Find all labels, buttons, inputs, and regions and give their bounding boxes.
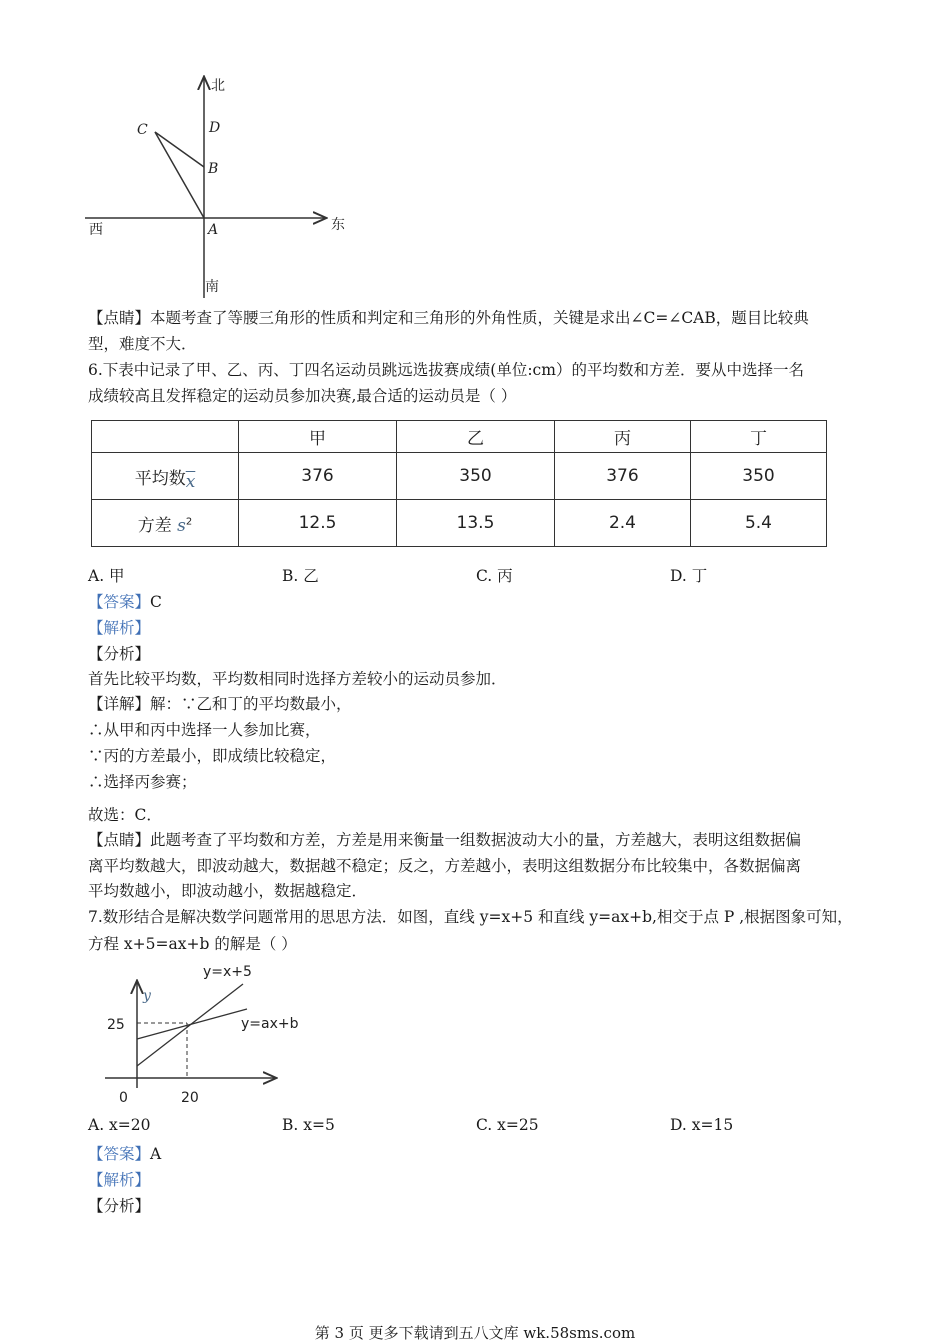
q6-answer: [88, 592, 162, 612]
q6-detail-3: ∵丙的方差最小，即成绩比较稳定，: [88, 747, 337, 765]
table-header-yi: 乙: [396, 421, 554, 453]
label-origin: 0: [119, 1090, 128, 1106]
q7-analysis-tag: 【解析】: [88, 1171, 151, 1189]
table-header-bing: 丙: [554, 421, 690, 453]
label-point-d: D: [209, 120, 221, 136]
q6-answer-tag: 【答案】: [88, 593, 151, 611]
variance-ding: 5.4: [690, 500, 826, 547]
label-point-a: A: [208, 222, 219, 238]
label-y-x-plus-5: y=x+5: [203, 964, 252, 980]
mean-jia: 376: [239, 453, 397, 500]
label-north: 北: [211, 78, 225, 94]
table-header-jia: 甲: [239, 421, 397, 453]
label-west: 西: [89, 222, 103, 238]
q7-stem-line2: 方程 x+5=ax+b 的解是（ ）: [88, 935, 297, 953]
q7-option-b[interactable]: B. x=5: [282, 1116, 335, 1134]
q6-comment-1: 【点睛】此题考查了平均数和方差，方差是用来衡量一组数据波动大小的量，方差越大，表明这组数据偏: [88, 831, 802, 849]
q6-answer-value: C: [150, 593, 162, 611]
variance-bing: 2.4: [554, 500, 690, 547]
triangle-abc: [155, 132, 204, 218]
label-east: 东: [331, 217, 345, 233]
q6-comment-2: 离平均数越大，即波动越大，数据越不稳定；反之，方差越小，表明这组数据分布比较集中，各数据偏离: [88, 857, 802, 875]
q7-option-c[interactable]: C. x=25: [476, 1116, 539, 1134]
mean-bing: 376: [554, 453, 690, 500]
q5-comment-line1: 【点睛】本题考查了等腰三角形的性质和判定和三角形的外角性质，关键是求出∠C=∠CAB，题目比较典: [88, 309, 809, 327]
mean-yi: 350: [396, 453, 554, 500]
mean-label-cell: [92, 453, 239, 500]
q6-analysis-tag: 【解析】: [88, 619, 151, 637]
q6-detail-1: 【详解】解：∵乙和丁的平均数最小，: [88, 695, 352, 713]
label-y-tick-25: 25: [107, 1017, 125, 1033]
q6-score-table: [91, 420, 827, 547]
mean-ding: 350: [690, 453, 826, 500]
table-header-row: [92, 421, 827, 453]
q7-fenxi-tag: 【分析】: [88, 1197, 151, 1215]
q7-answer: [88, 1144, 161, 1164]
variance-sup: 2: [185, 515, 193, 527]
label-y-ax-plus-b: y=ax+b: [241, 1016, 299, 1032]
q7-option-a[interactable]: A. x=20: [88, 1116, 151, 1134]
label-point-b: B: [208, 161, 219, 177]
table-row-mean: [92, 453, 827, 500]
mean-label: 平均数: [134, 468, 186, 489]
q6-detail-4: ∴选择丙参赛；: [88, 773, 197, 791]
q7-graph: [95, 962, 315, 1112]
q7-option-d[interactable]: D. x=15: [670, 1116, 734, 1134]
q6-fenxi-tag: 【分析】: [88, 645, 151, 663]
label-y-axis: y: [143, 988, 151, 1004]
q6-stem-line1: 6.下表中记录了甲、乙、丙、丁四名运动员跳远选拔赛成绩(单位:cm）的平均数和方差．要从中选择一名: [88, 361, 804, 379]
q7-answer-tag: 【答案】: [88, 1145, 151, 1163]
q6-option-a[interactable]: A. 甲: [88, 567, 125, 585]
page-footer: 第 3 页 更多下载请到五八文库 wk.58sms.com: [314, 1324, 636, 1342]
q6-option-c[interactable]: C. 丙: [476, 567, 513, 585]
variance-label-cell: [92, 500, 239, 547]
variance-symbol: s: [177, 515, 186, 536]
table-row-variance: [92, 500, 827, 547]
label-south: 南: [205, 279, 219, 295]
variance-jia: 12.5: [239, 500, 397, 547]
q7-answer-value: A: [150, 1145, 162, 1163]
mean-symbol: $\overline{x}$: [185, 471, 196, 492]
q6-detail-2: ∴从甲和丙中选择一人参加比赛，: [88, 721, 321, 739]
label-x-tick-20: 20: [181, 1090, 199, 1106]
q5-comment-line2: 型，难度不大．: [88, 335, 197, 353]
table-header-ding: 丁: [690, 421, 826, 453]
q6-fenxi-text: 首先比较平均数，平均数相同时选择方差较小的运动员参加．: [88, 670, 507, 688]
label-point-c: C: [137, 122, 148, 138]
q6-detail-5: 故选：C．: [88, 806, 162, 824]
table-header-empty: [92, 421, 239, 453]
q6-option-b[interactable]: B. 乙: [282, 567, 319, 585]
variance-label: 方差: [137, 515, 172, 536]
line-ax-plus-b: [137, 1009, 247, 1039]
q6-comment-3: 平均数越小，即波动越小，数据越稳定．: [88, 882, 368, 900]
q6-stem-line2: 成绩较高且发挥稳定的运动员参加决赛,最合适的运动员是（ ）: [88, 387, 517, 405]
q7-stem-line1: 7.数形结合是解决数学问题常用的思思方法．如图，直线 y=x+5 和直线 y=ax+b,相交于点 P ,根据图象可知，: [88, 908, 853, 926]
variance-yi: 13.5: [396, 500, 554, 547]
q6-option-d[interactable]: D. 丁: [670, 567, 708, 585]
compass-figure: [85, 72, 365, 302]
